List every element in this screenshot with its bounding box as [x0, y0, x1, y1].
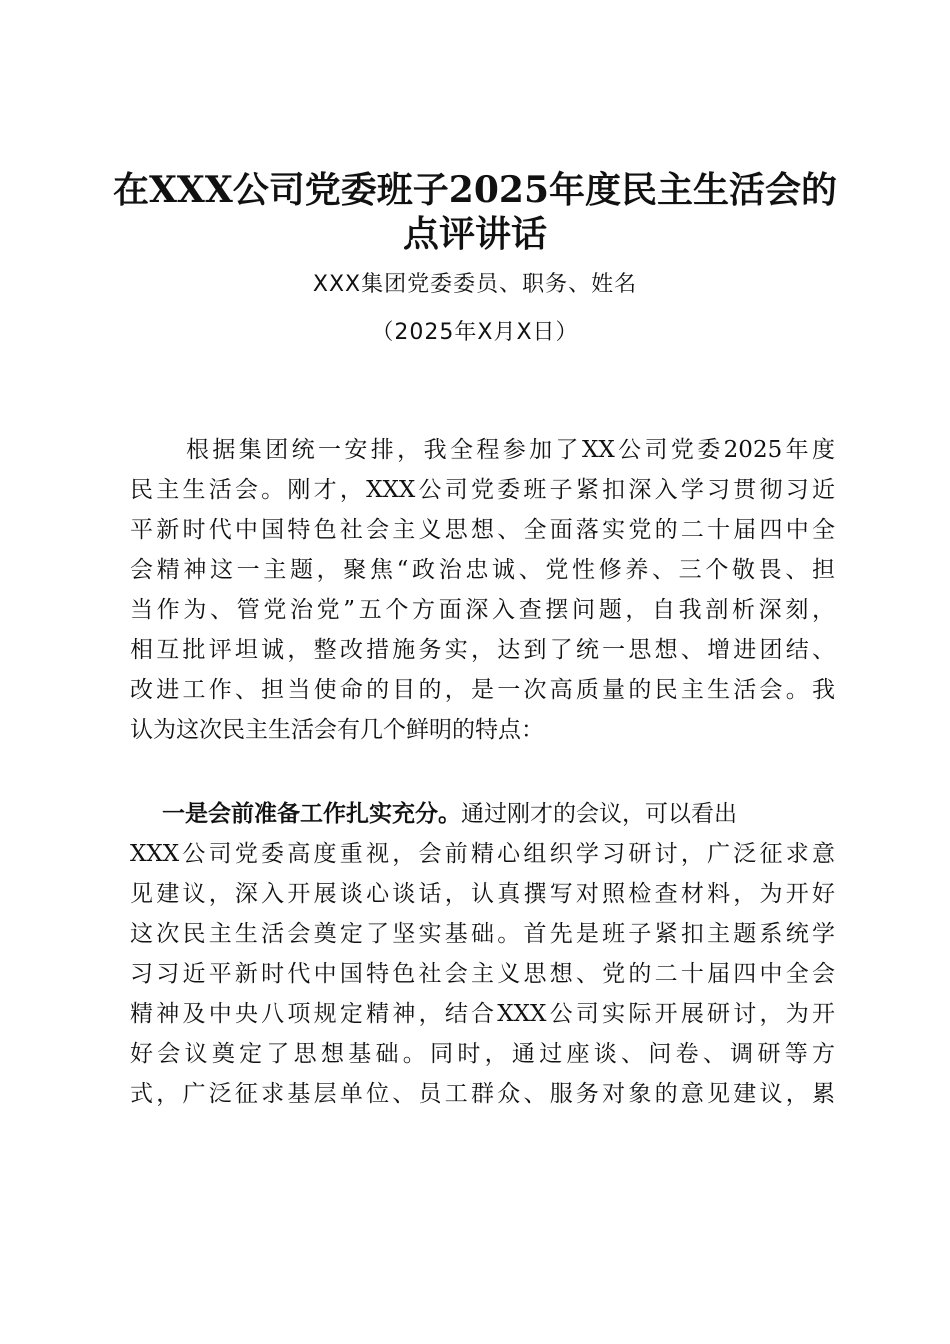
paragraph-2-line: 见建议，深入开展谈心谈话，认真撰写对照检查材料，为开好	[130, 881, 835, 907]
paragraph-2-line: 式，广泛征求基层单位、员工群众、服务对象的意见建议，累	[130, 1081, 835, 1107]
paragraph-1-line: 相互批评坦诚，整改措施务实，达到了统一思想、增进团结、	[130, 637, 835, 663]
paragraph-1-line: 根据集团统一安排，我全程参加了XX公司党委2025年度	[186, 437, 835, 463]
paragraph-2-line: 精神及中央八项规定精神，结合XXX公司实际开展研讨，为开	[130, 1001, 835, 1027]
document-title-line-2: 点评讲话	[402, 213, 547, 255]
paragraph-2-line: 这次民主生活会奠定了坚实基础。首先是班子紧扣主题系统学	[130, 921, 835, 947]
paragraph-1-line: 改进工作、担当使命的目的，是一次高质量的民主生活会。我	[130, 677, 835, 703]
author-line: XXX集团党委委员、职务、姓名	[312, 272, 638, 297]
paragraph-2-line: 好会议奠定了思想基础。同时，通过座谈、问卷、调研等方	[130, 1041, 835, 1067]
paragraph-2-lead: 一是会前准备工作扎实充分。	[162, 800, 461, 827]
paragraph-1-line: 民主生活会。刚才，XXX公司党委班子紧扣深入学习贯彻习近	[130, 477, 835, 503]
paragraph-1-line: 认为这次民主生活会有几个鲜明的特点：	[130, 717, 544, 743]
paragraph-2-first-rest: 通过刚才的会议，可以看出	[461, 801, 737, 827]
paragraph-1-line: 平新时代中国特色社会主义思想、全面落实党的二十届四中全	[130, 517, 835, 543]
paragraph-2-line: XXX公司党委高度重视，会前精心组织学习研讨，广泛征求意	[130, 841, 835, 867]
paragraph-1-line: 会精神这一主题，聚焦“政治忠诚、党性修养、三个敬畏、担	[130, 557, 835, 583]
paragraph-2-first-line	[162, 794, 835, 834]
paragraph-2-line: 习习近平新时代中国特色社会主义思想、党的二十届四中全会	[130, 961, 835, 987]
paragraph-1-line: 当作为、管党治党”五个方面深入查摆问题，自我剖析深刻，	[130, 597, 835, 623]
date-line: （2025年X月X日）	[371, 320, 579, 345]
document-title-line-1: 在XXX公司党委班子2025年度民主生活会的	[113, 169, 837, 211]
